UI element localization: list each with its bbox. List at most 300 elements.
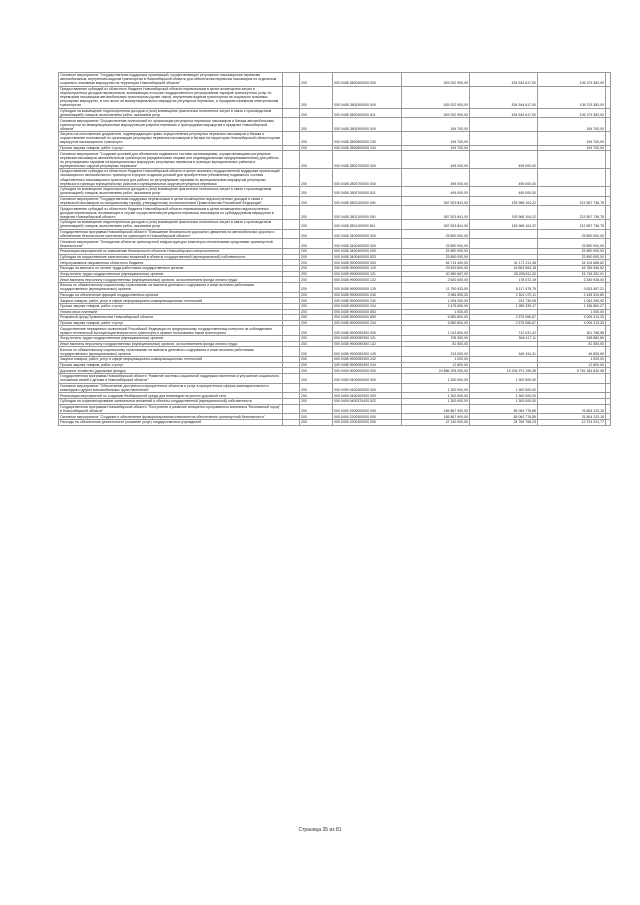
row-name-cell: Резервный фонд Правительства Новосибирской области bbox=[59, 315, 283, 321]
row-pad-cell bbox=[606, 196, 611, 206]
row-unexecuted-cell: 9 781 184 840,98 bbox=[538, 368, 606, 374]
row-unexecuted-cell: 2 445 329,89 bbox=[538, 292, 606, 298]
row-executed-cell: 1 300 000,00 bbox=[470, 399, 538, 405]
row-gap-cell bbox=[283, 108, 300, 118]
row-code-cell: 200 bbox=[300, 186, 333, 196]
row-pad-cell bbox=[606, 229, 611, 239]
row-name-cell: Предоставление субсидий из областного бюджета Новосибирской области перевозчикам в целях возмещения недополученных доходов перевозчиков, возникающих в случае осуществления регулярных перевозок пассажиров по субсидируемым маршрутам в пределах Новосибирской области bbox=[59, 206, 283, 220]
row-name-cell: Иные выплаты персоналу государственных (муниципальных) органов, за исключением фонда оплаты труда bbox=[59, 341, 283, 347]
row-pad-cell bbox=[606, 239, 611, 249]
table-row bbox=[59, 298, 611, 304]
table-row bbox=[59, 186, 611, 196]
row-executed-cell: 1 300 000,00 bbox=[470, 374, 538, 384]
table-row bbox=[59, 118, 611, 132]
table-row bbox=[59, 277, 611, 283]
row-unexecuted-cell: 3 633 457,21 bbox=[538, 282, 606, 292]
row-kbk-cell: 000 0408 2800500000 240 bbox=[333, 131, 402, 145]
table-row bbox=[59, 86, 611, 108]
row-code-cell: 200 bbox=[300, 169, 333, 187]
row-gap-cell bbox=[283, 131, 300, 145]
row-gap-cell bbox=[283, 374, 300, 384]
page-number: Страница 35 из 81 bbox=[298, 827, 342, 833]
row-approved-cell: 495 000,00 bbox=[402, 151, 470, 169]
row-executed-cell: 1 300 000,00 bbox=[470, 393, 538, 399]
row-approved-cell: 705 300,00 bbox=[402, 336, 470, 342]
row-approved-cell: 194 700,00 bbox=[402, 145, 470, 151]
row-executed-cell: 153 968 104,22 bbox=[470, 220, 538, 230]
row-unexecuted-cell bbox=[538, 151, 606, 169]
row-unexecuted-cell: 194 700,00 bbox=[538, 118, 606, 132]
row-executed-cell: 231 730,08 bbox=[470, 298, 538, 304]
row-unexecuted-cell bbox=[538, 169, 606, 187]
table-row bbox=[59, 131, 611, 145]
row-executed-cell: 495 000,00 bbox=[470, 151, 538, 169]
row-approved-cell: 1 013 800,00 bbox=[402, 326, 470, 336]
row-code-cell: 200 bbox=[300, 271, 333, 277]
row-code-cell: 200 bbox=[300, 315, 333, 321]
row-name-cell: Субсидии на возмещение недополученных доходов и (или) возмещение фактически понесенных затрат в связи с производством (реализацией) товаров, выполнением работ, оказанием услуг bbox=[59, 220, 283, 230]
row-executed-cell: 495 000,00 bbox=[470, 169, 538, 187]
table-row bbox=[59, 260, 611, 266]
row-name-cell: Основное мероприятие "Государственная поддержка перевозчиков в целях возмещения недополученных доходов в связи с перевозкой пассажиров по специальному тарифу, утвержденному постановлением Правительства Российской Федерации" bbox=[59, 196, 283, 206]
row-code-cell: 200 bbox=[300, 404, 333, 414]
row-name-cell: Государственная программа Новосибирской области "Построение и развитие аппаратно-программного комплекса "Безопасный город" в Новосибирской области" bbox=[59, 404, 283, 414]
row-approved-cell: 11 750 933,00 bbox=[402, 282, 470, 292]
row-kbk-cell: 000 0408 9900000000 242 bbox=[333, 298, 402, 304]
row-pad-cell bbox=[606, 118, 611, 132]
row-pad-cell bbox=[606, 169, 611, 187]
row-pad-cell bbox=[606, 86, 611, 108]
row-kbk-cell: 000 0408 2801100000 811 bbox=[333, 220, 402, 230]
row-name-cell: Взносы по обязательному социальному страхованию на выплаты денежного содержания и иные выплаты работникам государственных (муниципальных) органов bbox=[59, 282, 283, 292]
row-name-cell: Предоставление субсидии из областного бюджета Новосибирской области в целях оказания государственной поддержки организаций пассажирского автомобильного транспорта в форме создания условий для приобретения (обновления) подвижного состава общественного пассажирского транспорта для работы по регулируемым тарифам по муниципальным маршрутам регулярных перевозок в границах муниципальных районов и муниципальных округов регулярных перевозок bbox=[59, 169, 283, 187]
row-unexecuted-cell: 12 800,00 bbox=[538, 362, 606, 368]
row-gap-cell bbox=[283, 404, 300, 414]
row-unexecuted-cell: 1 186 860,27 bbox=[538, 303, 606, 309]
row-code-cell: 200 bbox=[300, 151, 333, 169]
row-kbk-cell: 000 0408 9900000000 244 bbox=[333, 320, 402, 326]
row-name-cell: Субсидии на возмещение недополученных доходов и (или) возмещение фактически понесенных затрат в связи с производством (реализацией) товаров, выполнением работ, оказанием услуг bbox=[59, 186, 283, 196]
row-executed-cell bbox=[470, 131, 538, 145]
row-gap-cell bbox=[283, 239, 300, 249]
row-approved-cell: 6 580 800,00 bbox=[402, 320, 470, 326]
row-executed-cell: 166 194,31 bbox=[470, 347, 538, 357]
row-gap-cell bbox=[283, 229, 300, 239]
row-executed-cell bbox=[470, 229, 538, 239]
row-name-cell: Закупка товаров, работ, услуг в сфере информационно-коммуникационных технологий bbox=[59, 357, 283, 363]
row-kbk-cell: 000 0408 2800300000 811 bbox=[333, 108, 402, 118]
row-executed-cell: 16 663 563,18 bbox=[470, 266, 538, 272]
row-approved-cell: 2 475 600,00 bbox=[402, 303, 470, 309]
row-code-cell: 200 bbox=[300, 292, 333, 298]
row-name-cell: Государственная программа Новосибирской области "Развитие системы социальной поддержки населения и улучшение социального положения семей с детьми в Новосибирской области" bbox=[59, 374, 283, 384]
row-executed-cell bbox=[470, 118, 538, 132]
row-pad-cell bbox=[606, 326, 611, 336]
row-pad-cell bbox=[606, 383, 611, 393]
table-row bbox=[59, 282, 611, 292]
row-approved-cell: 529 022 900,00 bbox=[402, 73, 470, 87]
table-row bbox=[59, 399, 611, 405]
row-unexecuted-cell: 24 104 685,62 bbox=[538, 260, 606, 266]
row-approved-cell: 1 300 000,00 bbox=[402, 383, 470, 393]
row-name-cell: Прочая закупка товаров, работ и услуг bbox=[59, 303, 283, 309]
table-row bbox=[59, 383, 611, 393]
row-code-cell: 200 bbox=[300, 374, 333, 384]
row-code-cell: 200 bbox=[300, 336, 333, 342]
table-row bbox=[59, 73, 611, 87]
row-code-cell: 200 bbox=[300, 254, 333, 260]
row-pad-cell bbox=[606, 374, 611, 384]
row-code-cell: 200 bbox=[300, 145, 333, 151]
row-name-cell: Закупка товаров, работ, услуг в сфере информационно-коммуникационных технологий bbox=[59, 298, 283, 304]
row-kbk-cell: 000 0408 9900000000 853 bbox=[333, 309, 402, 315]
row-pad-cell bbox=[606, 420, 611, 426]
row-kbk-cell: 000 0408 3400400000 000 bbox=[333, 249, 402, 255]
row-kbk-cell: 000 0408 2800700000 000 bbox=[333, 169, 402, 187]
row-kbk-cell: 000 0408 9900000000 850 bbox=[333, 315, 402, 321]
row-pad-cell bbox=[606, 404, 611, 414]
row-kbk-cell: 000 0409 2200000000 000 bbox=[333, 404, 402, 414]
row-pad-cell bbox=[606, 186, 611, 196]
row-code-cell: 200 bbox=[300, 420, 333, 426]
row-executed-cell: 15 204 971 199,28 bbox=[470, 368, 538, 374]
row-executed-cell: 546 417,11 bbox=[470, 336, 538, 342]
row-kbk-cell: 000 0408 2800300000 000 bbox=[333, 73, 402, 87]
row-kbk-cell: 000 0408 2800300000 000 bbox=[333, 86, 402, 108]
row-unexecuted-cell: 12 374 231,77 bbox=[538, 420, 606, 426]
row-unexecuted-cell: 4 005 213,33 bbox=[538, 320, 606, 326]
row-kbk-cell: 000 0408 2800300000 000 bbox=[333, 118, 402, 132]
row-executed-cell: 524 544 617,00 bbox=[470, 86, 538, 108]
row-approved-cell: 24 886 205 000,00 bbox=[402, 368, 470, 374]
row-gap-cell bbox=[283, 383, 300, 393]
row-gap-cell bbox=[283, 186, 300, 196]
row-code-cell: 200 bbox=[300, 282, 333, 292]
row-kbk-cell: 000 0408 9900059300 244 bbox=[333, 362, 402, 368]
row-gap-cell bbox=[283, 169, 300, 187]
row-unexecuted-cell bbox=[538, 383, 606, 393]
row-executed-cell: 2 575 066,67 bbox=[470, 320, 538, 326]
row-name-cell: Субсидии на осуществление капитальных вложений в объекты государственной (муниципальной) собственности bbox=[59, 254, 283, 260]
row-executed-cell: 495 000,00 bbox=[470, 186, 538, 196]
table-row bbox=[59, 292, 611, 298]
row-kbk-cell: 000 0409 0400000000 000 bbox=[333, 374, 402, 384]
row-name-cell: Осуществление переданных полномочий Российской Федерации по федеральному государственному контролю за соблюдением правил технической эксплуатации внеуличного транспорта и правил пользования таким транспортом bbox=[59, 326, 283, 336]
row-pad-cell bbox=[606, 73, 611, 87]
row-executed-cell: 153 968 104,22 bbox=[470, 196, 538, 206]
row-kbk-cell: 000 0408 9900059300 122 bbox=[333, 341, 402, 347]
row-code-cell: 200 bbox=[300, 298, 333, 304]
row-executed-cell bbox=[470, 239, 538, 249]
row-kbk-cell: 000 0408 2801100000 000 bbox=[333, 196, 402, 206]
row-unexecuted-cell: 213 557 736,78 bbox=[538, 206, 606, 220]
row-code-cell: 200 bbox=[300, 341, 333, 347]
row-code-cell: 200 bbox=[300, 118, 333, 132]
row-pad-cell bbox=[606, 220, 611, 230]
row-name-cell: Уплата иных платежей bbox=[59, 309, 283, 315]
row-gap-cell bbox=[283, 151, 300, 169]
row-unexecuted-cell: 81 500,00 bbox=[538, 341, 606, 347]
row-name-cell: Затраты на изготовление документов, подтверждающих право осуществления регулярных перевозок пассажиров и багажа и осуществление полномочий по организации регулярных перевозок пассажиров и багажа на территории Новосибирской области кроме маршрутов пассажирского транспорта bbox=[59, 131, 283, 145]
budget-report-sheet bbox=[58, 72, 604, 426]
row-approved-cell: 1 294 000,00 bbox=[402, 298, 470, 304]
row-approved-cell: 23 819 600,00 bbox=[402, 266, 470, 272]
row-approved-cell: 529 022 900,00 bbox=[402, 86, 470, 108]
row-unexecuted-cell: 301 768,58 bbox=[538, 326, 606, 336]
row-name-cell: Реализация мероприятий по повышению безопасности объектов Новосибирского метрополитена bbox=[59, 249, 283, 255]
row-kbk-cell: 000 0408 3400400000 523 bbox=[333, 254, 402, 260]
row-unexecuted-cell: 1 000,00 bbox=[538, 309, 606, 315]
row-gap-cell bbox=[283, 282, 300, 292]
row-code-cell: 200 bbox=[300, 206, 333, 220]
table-row bbox=[59, 420, 611, 426]
row-approved-cell: 47 140 000,00 bbox=[402, 420, 470, 426]
row-approved-cell: 1 300 000,00 bbox=[402, 374, 470, 384]
row-approved-cell: 23 890 000,00 bbox=[402, 229, 470, 239]
row-unexecuted-cell: 194 700,00 bbox=[538, 131, 606, 145]
row-pad-cell bbox=[606, 282, 611, 292]
row-name-cell: Расходы на выплаты по оплате труда работников государственных органов bbox=[59, 266, 283, 272]
row-name-cell: Субсидии на софинансирование капитальных вложений в объекты государственной (муниципальной) собственности bbox=[59, 399, 283, 405]
row-kbk-cell: 000 0408 9900059300 000 bbox=[333, 326, 402, 336]
row-approved-cell: 529 022 900,00 bbox=[402, 108, 470, 118]
budget-table bbox=[58, 72, 611, 426]
row-executed-cell: 524 544 617,00 bbox=[470, 73, 538, 87]
row-kbk-cell: 000 0408 2800700000 000 bbox=[333, 151, 402, 169]
row-code-cell: 200 bbox=[300, 260, 333, 266]
row-name-cell: Расходы на обеспечение деятельности (оказание услуг) государственных учреждений bbox=[59, 420, 283, 426]
table-row bbox=[59, 229, 611, 239]
row-unexecuted-cell: 23 890 000,00 bbox=[538, 239, 606, 249]
row-name-cell: Государственная программа Новосибирской области "Повышение безопасности дорожного движения на автомобильных дорогах и обеспечение безопасности населения на транспорте в Новосибирской области" bbox=[59, 229, 283, 239]
row-kbk-cell: 000 0408 2800500000 244 bbox=[333, 145, 402, 151]
table-row bbox=[59, 374, 611, 384]
row-approved-cell: 213 000,00 bbox=[402, 347, 470, 357]
row-name-cell: Фонд оплаты труда государственных (муниципальных) органов bbox=[59, 271, 283, 277]
row-name-cell: Прочая закупка товаров, работ и услуг bbox=[59, 362, 283, 368]
row-kbk-cell: 000 0408 2800700000 811 bbox=[333, 186, 402, 196]
row-unexecuted-cell: 76 804 123,15 bbox=[538, 414, 606, 420]
row-kbk-cell: 000 0408 9900000000 000 bbox=[333, 260, 402, 266]
row-kbk-cell: 000 0408 9900059300 129 bbox=[333, 347, 402, 357]
row-name-cell: Расходы на обеспечение функций государственных органов bbox=[59, 292, 283, 298]
table-row bbox=[59, 315, 611, 321]
row-approved-cell: 23 890 000,00 bbox=[402, 254, 470, 260]
row-name-cell: Прочая закупка товаров, работ и услуг bbox=[59, 145, 283, 151]
row-gap-cell bbox=[283, 420, 300, 426]
row-code-cell: 200 bbox=[300, 347, 333, 357]
row-executed-cell: 2 575 066,67 bbox=[470, 315, 538, 321]
row-approved-cell: 495 000,00 bbox=[402, 186, 470, 196]
row-code-cell: 200 bbox=[300, 266, 333, 272]
table-row bbox=[59, 326, 611, 336]
row-approved-cell: 20 959 667,00 bbox=[402, 271, 470, 277]
row-code-cell: 200 bbox=[300, 303, 333, 309]
row-code-cell: 200 bbox=[300, 368, 333, 374]
row-unexecuted-cell: 16 786 536,82 bbox=[538, 266, 606, 272]
row-code-cell: 200 bbox=[300, 229, 333, 239]
row-unexecuted-cell: 213 557 736,78 bbox=[538, 196, 606, 206]
row-unexecuted-cell: 23 890 000,00 bbox=[538, 249, 606, 255]
row-name-cell: Дорожное хозяйство (дорожные фонды) bbox=[59, 368, 283, 374]
row-name-cell: Субсидии на возмещение недополученных доходов и (или) возмещение фактически понесенных затрат в связи с производством (реализацией) товаров, выполнением работ, оказанием услуг bbox=[59, 108, 283, 118]
row-unexecuted-cell: 105 379 383,00 bbox=[538, 73, 606, 87]
row-code-cell: 200 bbox=[300, 362, 333, 368]
table-row bbox=[59, 169, 611, 187]
row-name-cell: Основное мероприятие "Создание условий для обновления подвижного состава организациями, осуществляющими регулярные перевозки пассажиров автомобильным транспортом (юридическими лицами или индивидуальными предпринимателями) для работы по регулируемым тарифам на муниципальных маршрутах регулярных перевозок в границах муниципальных районов и муниципальных округов регулярных перевозок" bbox=[59, 151, 283, 169]
table-row bbox=[59, 206, 611, 220]
table-row bbox=[59, 151, 611, 169]
row-executed-cell: 524 544 617,00 bbox=[470, 108, 538, 118]
row-executed-cell: 1 521 070,11 bbox=[470, 292, 538, 298]
row-code-cell: 200 bbox=[300, 326, 333, 336]
row-executed-cell: 89 063 776,85 bbox=[470, 404, 538, 414]
table-row bbox=[59, 196, 611, 206]
row-kbk-cell: 000 0409 2200300000 000 bbox=[333, 420, 402, 426]
row-code-cell: 200 bbox=[300, 399, 333, 405]
row-unexecuted-cell: 105 379 383,00 bbox=[538, 108, 606, 118]
row-code-cell: 200 bbox=[300, 249, 333, 255]
row-code-cell: 200 bbox=[300, 393, 333, 399]
row-code-cell: 200 bbox=[300, 383, 333, 393]
row-kbk-cell: 000 0409 0400300000 000 bbox=[333, 393, 402, 399]
row-gap-cell bbox=[283, 73, 300, 87]
row-name-cell: Основное мероприятие "Осуществление полномочий по организации регулярных перевозок пассажиров и багажа автомобильным транспортом по межмуниципальным маршрутам регулярных перевозок и пригородным маршрутам в пределах Новосибирской области" bbox=[59, 118, 283, 132]
row-kbk-cell: 000 0409 0400300000 000 bbox=[333, 383, 402, 393]
row-executed-cell: 712 031,42 bbox=[470, 326, 538, 336]
row-approved-cell: 1 000,00 bbox=[402, 309, 470, 315]
row-approved-cell: 45 714 400,00 bbox=[402, 260, 470, 266]
row-executed-cell: 41 171 211,38 bbox=[470, 260, 538, 266]
row-gap-cell bbox=[283, 86, 300, 108]
budget-table-body bbox=[59, 73, 611, 426]
row-approved-cell: 3 966 500,00 bbox=[402, 292, 470, 298]
row-approved-cell: 6 580 800,00 bbox=[402, 315, 470, 321]
row-code-cell: 200 bbox=[300, 131, 333, 145]
row-approved-cell: 23 890 000,00 bbox=[402, 239, 470, 249]
row-unexecuted-cell: 158 882,89 bbox=[538, 336, 606, 342]
row-code-cell: 200 bbox=[300, 239, 333, 249]
row-kbk-cell: 000 0409 2200300000 000 bbox=[333, 414, 402, 420]
row-unexecuted-cell bbox=[538, 186, 606, 196]
row-executed-cell: 153 968 104,22 bbox=[470, 206, 538, 220]
table-row bbox=[59, 266, 611, 272]
row-name-cell: Реализация мероприятий по созданию безбарьерной среды для инвалидов на улично-дорожной сети bbox=[59, 393, 283, 399]
row-gap-cell bbox=[283, 220, 300, 230]
row-executed-cell: 1 300 000,00 bbox=[470, 383, 538, 393]
table-row bbox=[59, 336, 611, 342]
table-row bbox=[59, 404, 611, 414]
row-unexecuted-cell: 213 557 736,78 bbox=[538, 220, 606, 230]
row-approved-cell: 367 523 841,00 bbox=[402, 196, 470, 206]
row-unexecuted-cell: 76 804 123,15 bbox=[538, 404, 606, 414]
row-code-cell: 200 bbox=[300, 320, 333, 326]
row-executed-cell: 24 765 768,23 bbox=[470, 420, 538, 426]
row-unexecuted-cell: 1 000,00 bbox=[538, 357, 606, 363]
row-code-cell: 200 bbox=[300, 414, 333, 420]
table-row bbox=[59, 414, 611, 420]
row-name-cell: Непрограммные направления областного бюджета bbox=[59, 260, 283, 266]
row-kbk-cell: 000 0408 9900000000 129 bbox=[333, 282, 402, 292]
table-row bbox=[59, 239, 611, 249]
row-pad-cell bbox=[606, 206, 611, 220]
row-unexecuted-cell: 194 700,00 bbox=[538, 145, 606, 151]
row-gap-cell bbox=[283, 118, 300, 132]
row-approved-cell: 165 867 900,00 bbox=[402, 404, 470, 414]
row-code-cell: 200 bbox=[300, 196, 333, 206]
row-approved-cell: 194 700,00 bbox=[402, 118, 470, 132]
row-name-cell: Предоставление субсидий из областного бюджета Новосибирской области перевозчикам в целях возмещения затрат и недополученных доходов перевозчиков, возникающих в случае государственного регулирования тарифов транспортных услуг по перевозкам пассажиров автомобильным транспортом (кроме такси), внутренним водным транспортом на социально значимых регулярных маршрутах, в том числе на межмуниципальных маршрутах регулярных перевозок, и городским наземным электрическим транспортом bbox=[59, 86, 283, 108]
row-unexecuted-cell: 15 745 252,91 bbox=[538, 271, 606, 277]
row-name-cell: Взносы по обязательному социальному страхованию на выплаты денежного содержания и иные выплаты работникам государственных (муниципальных) органов bbox=[59, 347, 283, 357]
row-name-cell: Прочая закупка товаров, работ и услуг bbox=[59, 320, 283, 326]
row-kbk-cell: 000 0408 3400400000 000 bbox=[333, 239, 402, 249]
row-kbk-cell: 000 0408 9900000000 122 bbox=[333, 277, 402, 283]
row-pad-cell bbox=[606, 131, 611, 145]
row-name-cell: Основное мероприятие "Оснащение объектов транспортной инфраструктуры инженерно-техническими средствами транспортной безопасности" bbox=[59, 239, 283, 249]
row-executed-cell: 89 063 776,85 bbox=[470, 414, 538, 420]
row-executed-cell: 178 072,19 bbox=[470, 277, 538, 283]
table-row bbox=[59, 220, 611, 230]
row-gap-cell bbox=[283, 206, 300, 220]
row-approved-cell: 1 300 000,00 bbox=[402, 393, 470, 399]
table-row bbox=[59, 108, 611, 118]
row-kbk-cell: 000 0408 2801100000 000 bbox=[333, 206, 402, 220]
row-code-cell: 200 bbox=[300, 357, 333, 363]
row-approved-cell: 495 000,00 bbox=[402, 169, 470, 187]
row-approved-cell: 1 000,00 bbox=[402, 357, 470, 363]
row-code-cell: 200 bbox=[300, 277, 333, 283]
row-name-cell: Иные выплаты персоналу государственных (муниципальных) органов, за исключением фонда оплаты труда bbox=[59, 277, 283, 283]
row-kbk-cell: 000 0408 9900000000 121 bbox=[333, 271, 402, 277]
row-gap-cell bbox=[283, 326, 300, 336]
row-name-cell: Основное мероприятие "Государственная поддержка организаций, осуществляющих регулярные пассажирские перевозки автомобильным, внутренним водным транспортом в Новосибирской области для обеспечения перевозок пассажиров по отдельным социально значимым маршрутам на территории Новосибирской области" bbox=[59, 73, 283, 87]
row-approved-cell: 12 800,00 bbox=[402, 362, 470, 368]
row-approved-cell: 23 890 000,00 bbox=[402, 249, 470, 255]
row-unexecuted-cell: 23 890 000,00 bbox=[538, 254, 606, 260]
row-pad-cell bbox=[606, 108, 611, 118]
row-approved-cell: 1 300 000,00 bbox=[402, 399, 470, 405]
row-kbk-cell: 000 0408 9900000000 240 bbox=[333, 292, 402, 298]
row-unexecuted-cell: 4 005 213,33 bbox=[538, 315, 606, 321]
row-approved-cell: 2 520 000,00 bbox=[402, 277, 470, 283]
row-approved-cell: 165 867 900,00 bbox=[402, 414, 470, 420]
row-code-cell: 200 bbox=[300, 73, 333, 87]
row-kbk-cell: 000 0408 9900059300 121 bbox=[333, 336, 402, 342]
row-kbk-cell: 000 0408 9900000000 244 bbox=[333, 303, 402, 309]
table-row bbox=[59, 393, 611, 399]
table-row bbox=[59, 347, 611, 357]
row-pad-cell bbox=[606, 347, 611, 357]
row-unexecuted-cell: 2 349 928,00 bbox=[538, 277, 606, 283]
row-kbk-cell: 000 0409 0000000000 000 bbox=[333, 368, 402, 374]
row-unexecuted-cell: 1 062 269,92 bbox=[538, 298, 606, 304]
row-name-cell: Основное мероприятие "Создание и обеспечение функционирования компонентов обеспечения транспортной безопасности" bbox=[59, 414, 283, 420]
row-executed-cell: 28 208 611,32 bbox=[470, 271, 538, 277]
row-pad-cell bbox=[606, 151, 611, 169]
row-approved-cell: 81 500,00 bbox=[402, 341, 470, 347]
row-kbk-cell: 000 0409 0400370420 522 bbox=[333, 399, 402, 405]
row-gap-cell bbox=[283, 196, 300, 206]
row-executed-cell: 1 289 339,17 bbox=[470, 303, 538, 309]
row-executed-cell: 8 117 475,79 bbox=[470, 282, 538, 292]
row-unexecuted-cell: 23 890 000,00 bbox=[538, 229, 606, 239]
row-name-cell: Фонд оплаты труда государственных (муниципальных) органов bbox=[59, 336, 283, 342]
row-gap-cell bbox=[283, 347, 300, 357]
row-kbk-cell: 000 0408 3400000000 000 bbox=[333, 229, 402, 239]
row-code-cell: 200 bbox=[300, 108, 333, 118]
row-name-cell: Основное мероприятие "Обеспечение доступности приоритетных объектов и услуг в приоритетных сферах жизнедеятельности инвалидов и других маломобильных групп населения" bbox=[59, 383, 283, 393]
